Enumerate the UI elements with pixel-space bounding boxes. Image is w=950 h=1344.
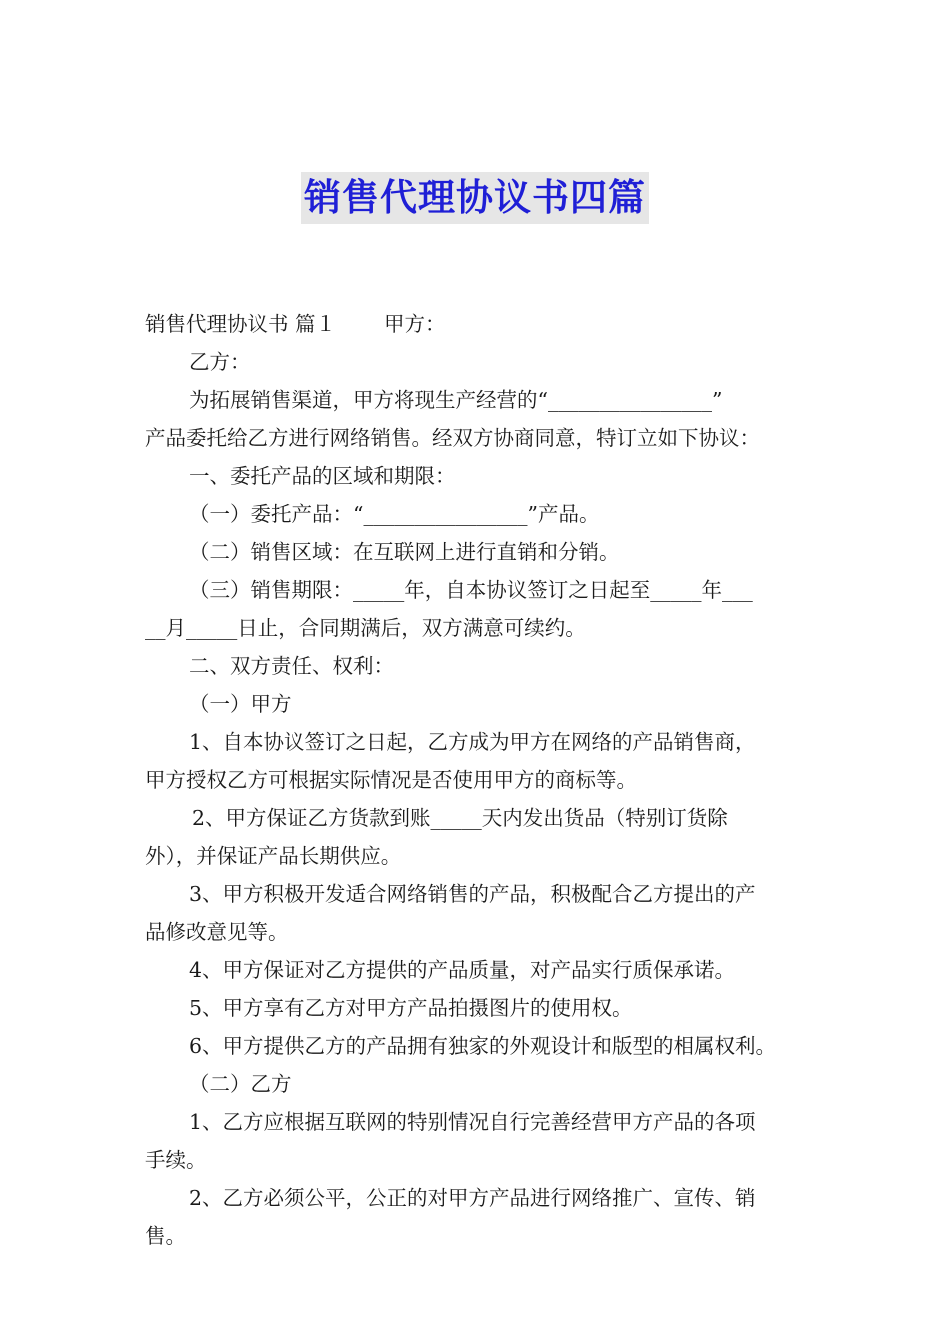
- clause-line: 2、乙方必须公平，公正的对甲方产品进行网络推广、宣传、销: [189, 1186, 756, 1210]
- clause-line: 5、甲方享有乙方对甲方产品拍摄图片的使用权。: [189, 996, 633, 1020]
- title-container: [0, 172, 950, 224]
- section-heading: 二、双方责任、权利：: [189, 654, 394, 678]
- paragraph-line: 产品委托给乙方进行网络销售。经双方协商同意，特订立如下协议：: [145, 426, 760, 450]
- document-title: 销售代理协议书四篇: [301, 172, 649, 224]
- clause-line: 手续。: [145, 1148, 207, 1172]
- clause-line: 6、甲方提供乙方的产品拥有独家的外观设计和版型的相属权利。: [189, 1034, 777, 1058]
- clause-line: 3、甲方积极开发适合网络销售的产品，积极配合乙方提出的产: [189, 882, 756, 906]
- clause-line: 4、甲方保证对乙方提供的产品质量，对产品实行质保承诺。: [189, 958, 736, 982]
- clause-line: 外），并保证产品长期供应。: [145, 844, 402, 868]
- section-heading: 一、委托产品的区域和期限：: [189, 464, 456, 488]
- clause-line: 售。: [145, 1224, 186, 1248]
- party-a-label: 甲方：: [384, 312, 446, 336]
- subsection-heading: （一）甲方: [189, 692, 292, 716]
- document-body: [145, 306, 815, 1256]
- clause-line: （一）委托产品：“________________”产品。: [189, 502, 600, 526]
- clause-line: __月_____日止，合同期满后，双方满意可续约。: [145, 616, 586, 640]
- agreement-heading-line: [145, 306, 815, 342]
- clause-line: 1、乙方应根据互联网的特别情况自行完善经营甲方产品的各项: [189, 1110, 756, 1134]
- clause-line: 2、甲方保证乙方货款到账_____天内发出货品（特别订货除: [192, 806, 728, 830]
- paragraph-line: 为拓展销售渠道，甲方将现生产经营的“________________”: [189, 388, 723, 412]
- clause-line: （三）销售期限：_____年，自本协议签订之日起至_____年___: [189, 578, 753, 602]
- clause-line: 甲方授权乙方可根据实际情况是否使用甲方的商标等。: [145, 768, 637, 792]
- clause-line: （二）销售区域：在互联网上进行直销和分销。: [189, 540, 620, 564]
- clause-line: 品修改意见等。: [145, 920, 289, 944]
- agreement-heading: 销售代理协议书 篇１: [145, 312, 337, 336]
- party-b-label: 乙方：: [189, 350, 251, 374]
- subsection-heading: （二）乙方: [189, 1072, 292, 1096]
- clause-line: 1、自本协议签订之日起，乙方成为甲方在网络的产品销售商，: [189, 730, 756, 754]
